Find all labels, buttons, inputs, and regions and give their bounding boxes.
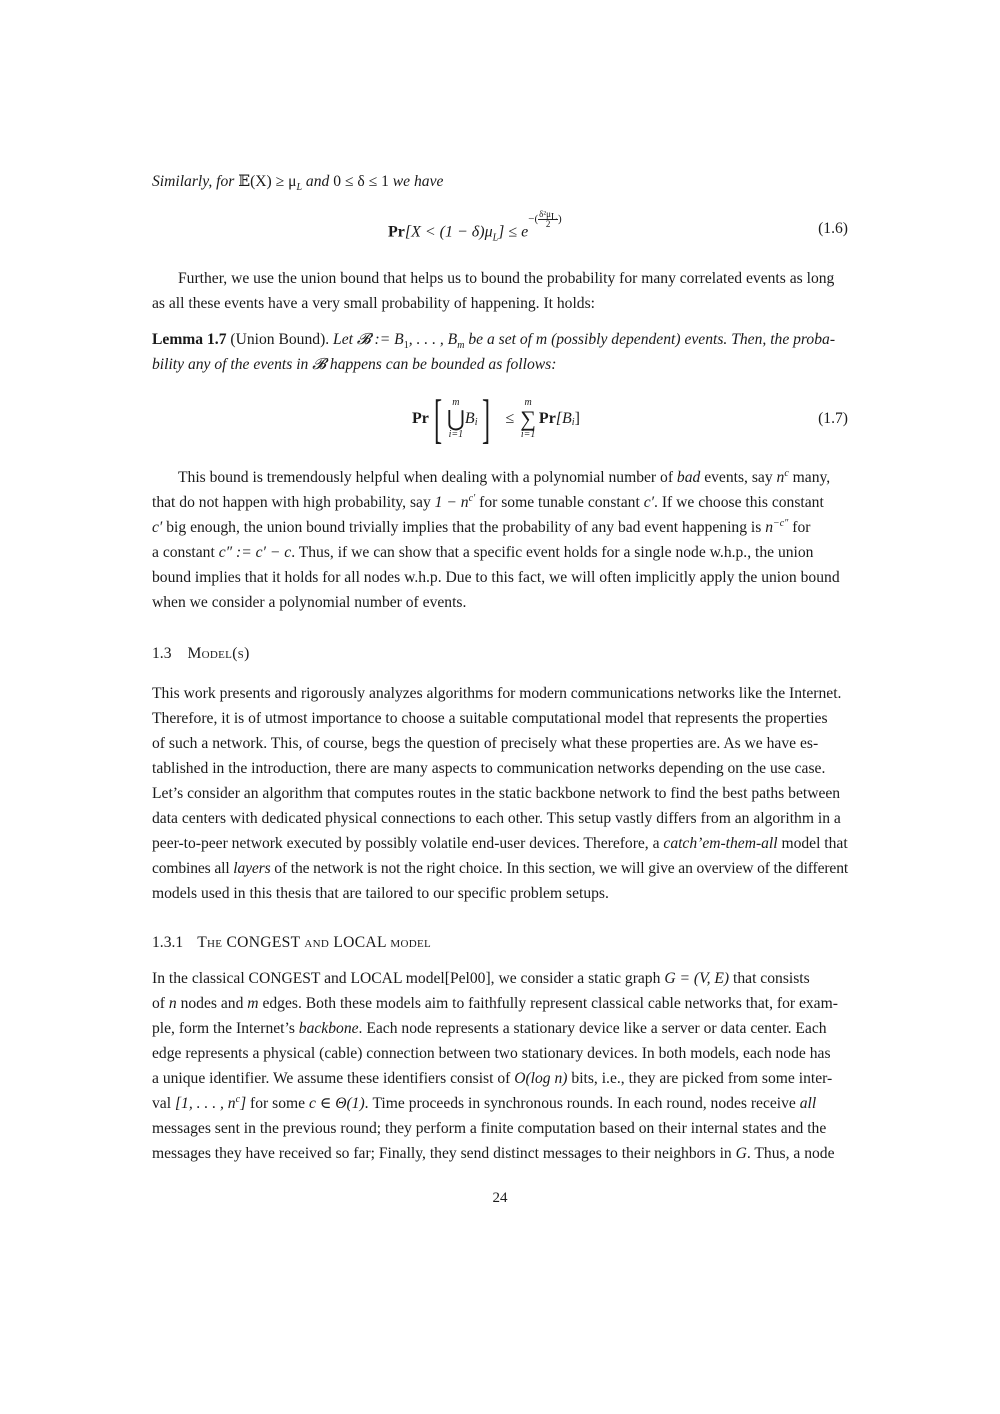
- paragraph-line: val [1, . . . , $n^c$] for some c ∈ Θ(1). Time proceeds in synchronous rounds. In each round, nodes receive all: [152, 1093, 817, 1112]
- paragraph-line: This work presents and rigorously analyzes algorithms for modern communications networks like the Internet.: [152, 685, 842, 702]
- intro-sentence: Similarly, for 𝔼(X) ≥ $\mu_L$ and 0 ≤ δ ≤ 1 we have: [152, 173, 444, 194]
- paragraph-line: tablished in the introduction, there are many aspects to communication networks depending on the use case.: [152, 760, 826, 777]
- paragraph-line: edge represents a physical (cable) connection between two stationary devices. In both models, each node has: [152, 1045, 831, 1062]
- section-title: Model(s): [187, 645, 250, 662]
- paragraph-line: of such a network. This, of course, begs the question of precisely what these properties are. As we have es-: [152, 735, 819, 752]
- paragraph-line: a constant c″ := c′ − c. Thus, if we can show that a specific event holds for a single node w.h.p., the union: [152, 544, 814, 561]
- equation-number: (1.7): [818, 410, 848, 427]
- paragraph-line: Further, we use the union bound that helps us to bound the probability for many correlated events as long: [178, 270, 835, 287]
- lemma-statement: Lemma 1.7 (Union Bound). Let 𝓑 := $B_1$, . . . , $B_m$ be a set of m (possibly dependent) events. Then, the proba-: [152, 331, 836, 352]
- paragraph-line: when we consider a polynomial number of events.: [152, 594, 467, 611]
- paragraph-line: as all these events have a very small probability of happening. It holds:: [152, 295, 596, 312]
- subsection-heading: [152, 930, 848, 955]
- equation-number: (1.6): [818, 220, 848, 237]
- paragraph-line: combines all layers of the network is not the right choice. In this section, we will give an overview of the different: [152, 860, 849, 877]
- equation-1-7: Pr[ m ⋃ i=1 $B_i$] ≤ m ∑ i=1 $Pr[B_i]$ (1.7): [412, 389, 848, 449]
- paragraph-line: c′ big enough, the union bound trivially implies that the probability of any bad event happening is $n^{-c''}$ for: [152, 517, 811, 536]
- section-number: 1.3: [152, 645, 172, 662]
- paragraph-line: messages sent in the previous round; they perform a finite computation based on their internal states and the: [152, 1120, 827, 1137]
- paragraph-line: of n nodes and m edges. Both these models aim to faithfully represent classical cable networks that, for exam-: [152, 995, 838, 1012]
- page-number: 24: [492, 1190, 508, 1206]
- paragraph-line: In the classical CONGEST and LOCAL model[Pel00], we consider a static graph G = (V, E) that consists: [152, 970, 810, 987]
- lemma-label: Lemma 1.7: [152, 331, 227, 348]
- equation-1-6: $Pr[X < (1 - \delta)\mu_L] \le e^{-( \frac{\delta^2\mu_L}{2} )}$ (1.6): [388, 209, 848, 244]
- paragraph-line: that do not happen with high probability, say $1 - n^{c'}$ for some tunable constant c′. If we choose this constant: [152, 492, 824, 511]
- paragraph-line: messages they have received so far; Finally, they send distinct messages to their neighbors in G. Thus, a node: [152, 1145, 835, 1162]
- paragraph-line: models used in this thesis that are tailored to our specific problem setups.: [152, 885, 609, 902]
- section-heading: [152, 641, 848, 666]
- paragraph-line: Let’s consider an algorithm that computes routes in the static backbone network to find the best paths between: [152, 785, 841, 802]
- paragraph-line: This bound is tremendously helpful when dealing with a polynomial number of bad events, say $n^c$ many,: [178, 467, 831, 486]
- paragraph-line: a unique identifier. We assume these identifiers consist of O(log n) bits, i.e., they are picked from some inter-: [152, 1070, 833, 1087]
- paragraph-line: peer-to-peer network executed by possibly volatile end-user devices. Therefore, a catch’em-them-all model that: [152, 835, 848, 852]
- paragraph-line: bound implies that it holds for all nodes w.h.p. Due to this fact, we will often implicitly apply the union bound: [152, 569, 840, 586]
- paragraph-line: ple, form the Internet’s backbone. Each node represents a stationary device like a server or data center. Each: [152, 1020, 827, 1037]
- lemma-statement-cont: bility any of the events in 𝓑 happens can be bounded as follows:: [152, 356, 557, 373]
- subsection-title: The CONGEST and LOCAL model: [197, 934, 432, 951]
- subsection-number: 1.3.1: [152, 934, 184, 951]
- paragraph-line: Therefore, it is of utmost importance to choose a suitable computational model that represents the properties: [152, 710, 828, 727]
- paragraph-line: data centers with dedicated physical connections to each other. This setup vastly differs from an algorithm in a: [152, 810, 841, 827]
